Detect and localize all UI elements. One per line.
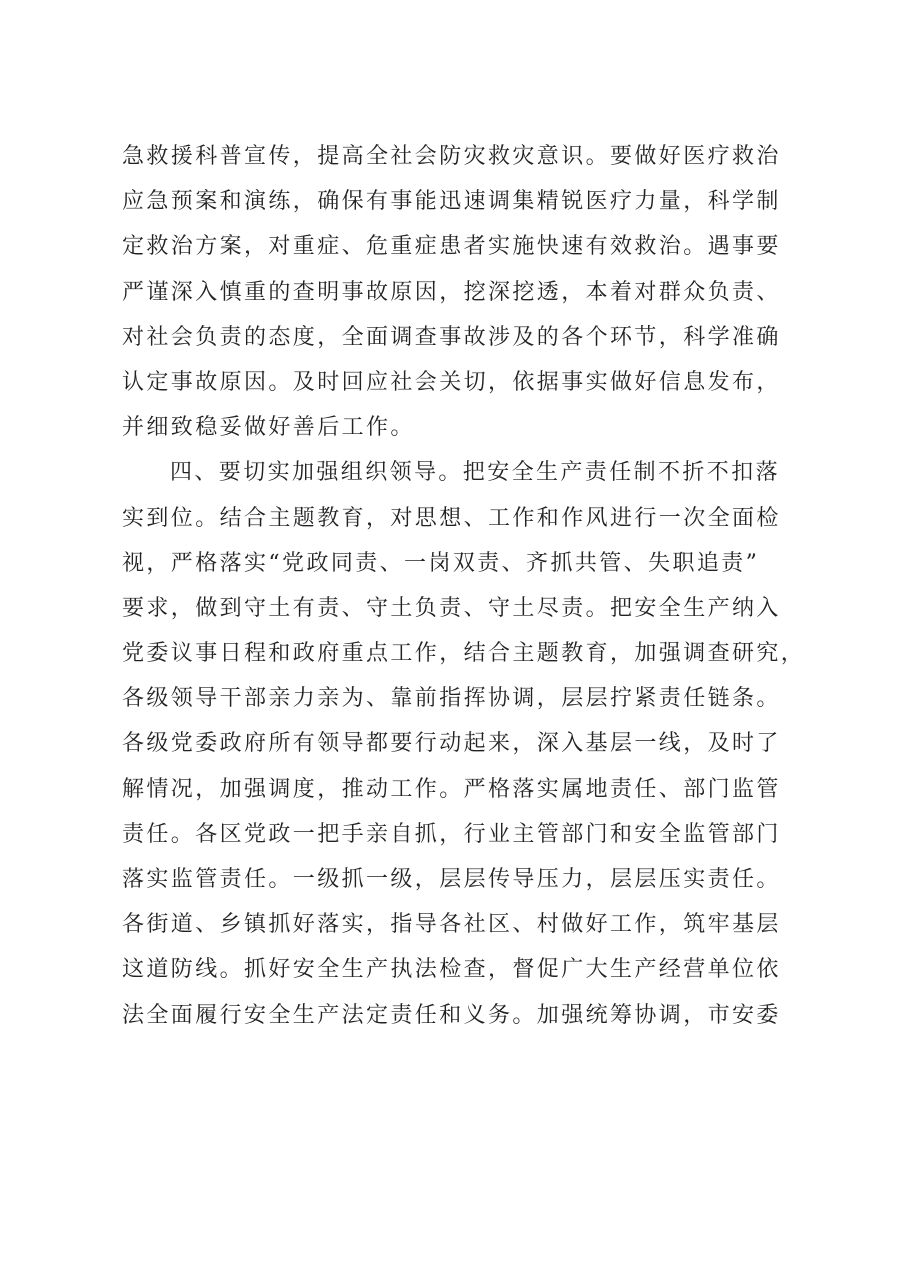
text-line-14: 各级党委政府所有领导都要行动起来，深入基层一线，及时了 — [122, 731, 781, 757]
text-line-17: 落实监管责任。一级抓一级，层层传导压力，层层压实责任。 — [122, 867, 781, 892]
text-line-4: 严谨深入慎重的查明事故原因，挖深挖透，本着对群众负责、 — [122, 279, 781, 305]
text-line-15: 解情况，加强调度，推动工作。严格落实属地责任、部门监管 — [122, 776, 781, 802]
text-line-1: 急救援科普宣传，提高全社会防灾救灾意识。要做好医疗救治 — [122, 144, 781, 169]
paragraph-heading-line: 四、要切实加强组织领导。把安全生产责任制不折不扣落 — [170, 460, 781, 486]
text-line-6: 认定事故原因。及时回应社会关切，依据事实做好信息发布， — [122, 369, 781, 395]
text-line-13: 各级领导干部亲力亲为、靠前指挥协调，层层拧紧责任链条。 — [122, 686, 781, 712]
text-line-10: 视，严格落实“党政同责、一岗双责、齐抓共管、失职追责” — [122, 550, 760, 576]
document-body — [122, 134, 806, 1038]
text-line-18: 各街道、乡镇抓好落实，指导各社区、村做好工作，筑牢基层 — [122, 912, 781, 938]
text-line-12: 党委议事日程和政府重点工作，结合主题教育，加强调查研究， — [122, 641, 806, 667]
text-line-2: 应急预案和演练，确保有事能迅速调集精锐医疗力量，科学制 — [122, 189, 781, 215]
text-line-16: 责任。各区党政一把手亲自抓，行业主管部门和安全监管部门 — [122, 821, 781, 847]
text-line-7: 并细致稳妥做好善后工作。 — [122, 415, 415, 441]
text-line-11: 要求，做到守土有责、守土负责、守土尽责。把安全生产纳入 — [122, 595, 781, 621]
text-line-9: 实到位。结合主题教育，对思想、工作和作风进行一次全面检 — [122, 505, 781, 531]
text-line-3: 定救治方案，对重症、危重症患者实施快速有效救治。遇事要 — [122, 234, 781, 260]
text-line-5: 对社会负责的态度，全面调查事故涉及的各个环节，科学准确 — [122, 324, 781, 350]
text-line-19: 这道防线。抓好安全生产执法检查，督促广大生产经营单位依 — [122, 957, 781, 983]
text-line-20: 法全面履行安全生产法定责任和义务。加强统筹协调，市安委 — [122, 1002, 781, 1028]
